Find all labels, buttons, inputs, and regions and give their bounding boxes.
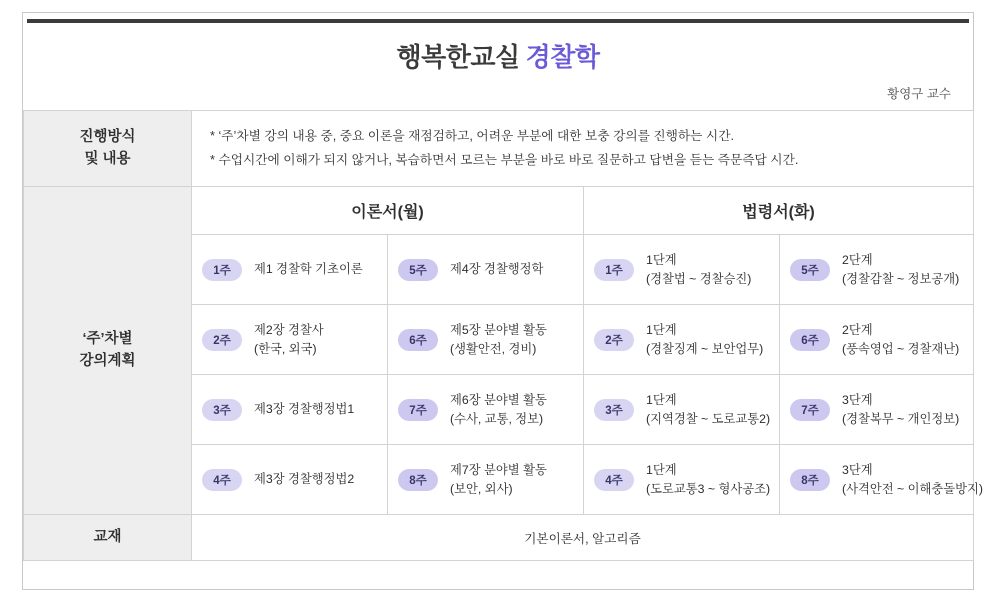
week-badge: 1주 (594, 259, 634, 281)
method-label-line1: 진행방식 (79, 129, 136, 146)
professor-name: 황영구 교수 (887, 87, 951, 101)
week-cell-law-8 (780, 445, 983, 515)
title-accent: 경찰학 (525, 42, 600, 72)
book-value: 기본이론서, 알고리즘 (192, 515, 974, 561)
table-row (24, 187, 974, 235)
week-badge: 4주 (594, 469, 634, 491)
week-badge: 8주 (790, 469, 830, 491)
week-cell-law-5 (780, 235, 974, 305)
week-title: 제6장 분야별 활동 (450, 393, 547, 408)
week-cell-theory-7 (388, 375, 584, 445)
week-title: 제4장 경찰행정학 (450, 262, 544, 277)
column-header-theory: 이론서(월) (192, 187, 584, 235)
week-badge: 6주 (790, 329, 830, 351)
week-badge: 3주 (594, 399, 634, 421)
week-badge: 2주 (202, 329, 242, 351)
title-main: 행복한교실 (396, 42, 520, 72)
week-title: 제7장 분야별 활동 (450, 463, 547, 478)
week-cell-law-2 (584, 305, 780, 375)
column-header-law: 법령서(화) (584, 187, 974, 235)
week-badge: 4주 (202, 469, 242, 491)
row-header-plan (24, 187, 192, 515)
week-badge: 1주 (202, 259, 242, 281)
week-title: 1단계 (646, 393, 677, 408)
week-cell-law-1 (584, 235, 780, 305)
week-badge: 7주 (398, 399, 438, 421)
week-cell-theory-6 (388, 305, 584, 375)
week-badge: 5주 (398, 259, 438, 281)
page-title (23, 23, 973, 76)
week-subtitle: (도로교통3 ~ 형사공조) (646, 481, 771, 496)
table-row (24, 111, 974, 187)
week-subtitle: (생활안전, 경비) (450, 341, 537, 356)
week-subtitle: (경찰법 ~ 경찰승진) (646, 271, 752, 286)
method-label-line2: 및 내용 (84, 150, 131, 167)
week-title: 제3장 경찰행정법1 (254, 402, 355, 417)
week-cell-theory-8 (388, 445, 584, 515)
week-subtitle: (지역경찰 ~ 도로교통2) (646, 411, 771, 426)
week-subtitle: (풍속영업 ~ 경찰재난) (842, 341, 960, 356)
week-cell-law-7 (780, 375, 974, 445)
week-subtitle: (보안, 외사) (450, 481, 513, 496)
week-title: 3단계 (842, 463, 873, 478)
week-badge: 5주 (790, 259, 830, 281)
week-badge: 3주 (202, 399, 242, 421)
method-content (192, 111, 974, 187)
week-cell-theory-3 (192, 375, 388, 445)
week-title: 제2장 경찰사 (254, 323, 324, 338)
table-row (24, 515, 974, 561)
week-cell-theory-5 (388, 235, 584, 305)
week-badge: 7주 (790, 399, 830, 421)
week-subtitle: (경찰징계 ~ 보안업무) (646, 341, 764, 356)
syllabus-sheet (22, 12, 983, 590)
week-title: 1단계 (646, 323, 677, 338)
week-subtitle: (경찰복무 ~ 개인정보) (842, 411, 960, 426)
syllabus-table (23, 110, 983, 561)
week-title: 1단계 (646, 253, 677, 268)
week-subtitle: (수사, 교통, 정보) (450, 411, 544, 426)
week-title: 제3장 경찰행정법2 (254, 472, 355, 487)
week-title: 2단계 (842, 253, 873, 268)
plan-label-line1: ‘주’차별 (82, 331, 133, 348)
week-cell-theory-4 (192, 445, 388, 515)
week-cell-law-6 (780, 305, 974, 375)
week-subtitle: (사격안전 ~ 이해충돌방지) (842, 481, 983, 496)
week-subtitle: (한국, 외국) (254, 341, 317, 356)
row-header-book: 교재 (24, 515, 192, 561)
week-badge: 8주 (398, 469, 438, 491)
week-cell-law-4 (584, 445, 780, 515)
plan-label-line2: 강의계획 (79, 352, 136, 369)
row-header-method (24, 111, 192, 187)
method-line-2: * 수업시간에 이해가 되지 않거나, 복습하면서 모르는 부분을 바로 바로 질문하고 답변을 듣는 즉문즉답 시간. (210, 152, 799, 167)
week-title: 1단계 (646, 463, 677, 478)
week-badge: 2주 (594, 329, 634, 351)
week-subtitle: (경찰감찰 ~ 정보공개) (842, 271, 960, 286)
method-line-1: * ‘주’차별 강의 내용 중, 중요 이론을 재점검하고, 어려운 부분에 대한 보충 강의를 진행하는 시간. (210, 129, 734, 143)
week-title: 2단계 (842, 323, 873, 338)
week-title: 3단계 (842, 393, 873, 408)
week-cell-theory-1 (192, 235, 388, 305)
week-title: 제1 경찰학 기초이론 (254, 262, 363, 277)
week-title: 제5장 분야별 활동 (450, 323, 547, 338)
week-cell-theory-2 (192, 305, 388, 375)
week-cell-law-3 (584, 375, 780, 445)
week-badge: 6주 (398, 329, 438, 351)
